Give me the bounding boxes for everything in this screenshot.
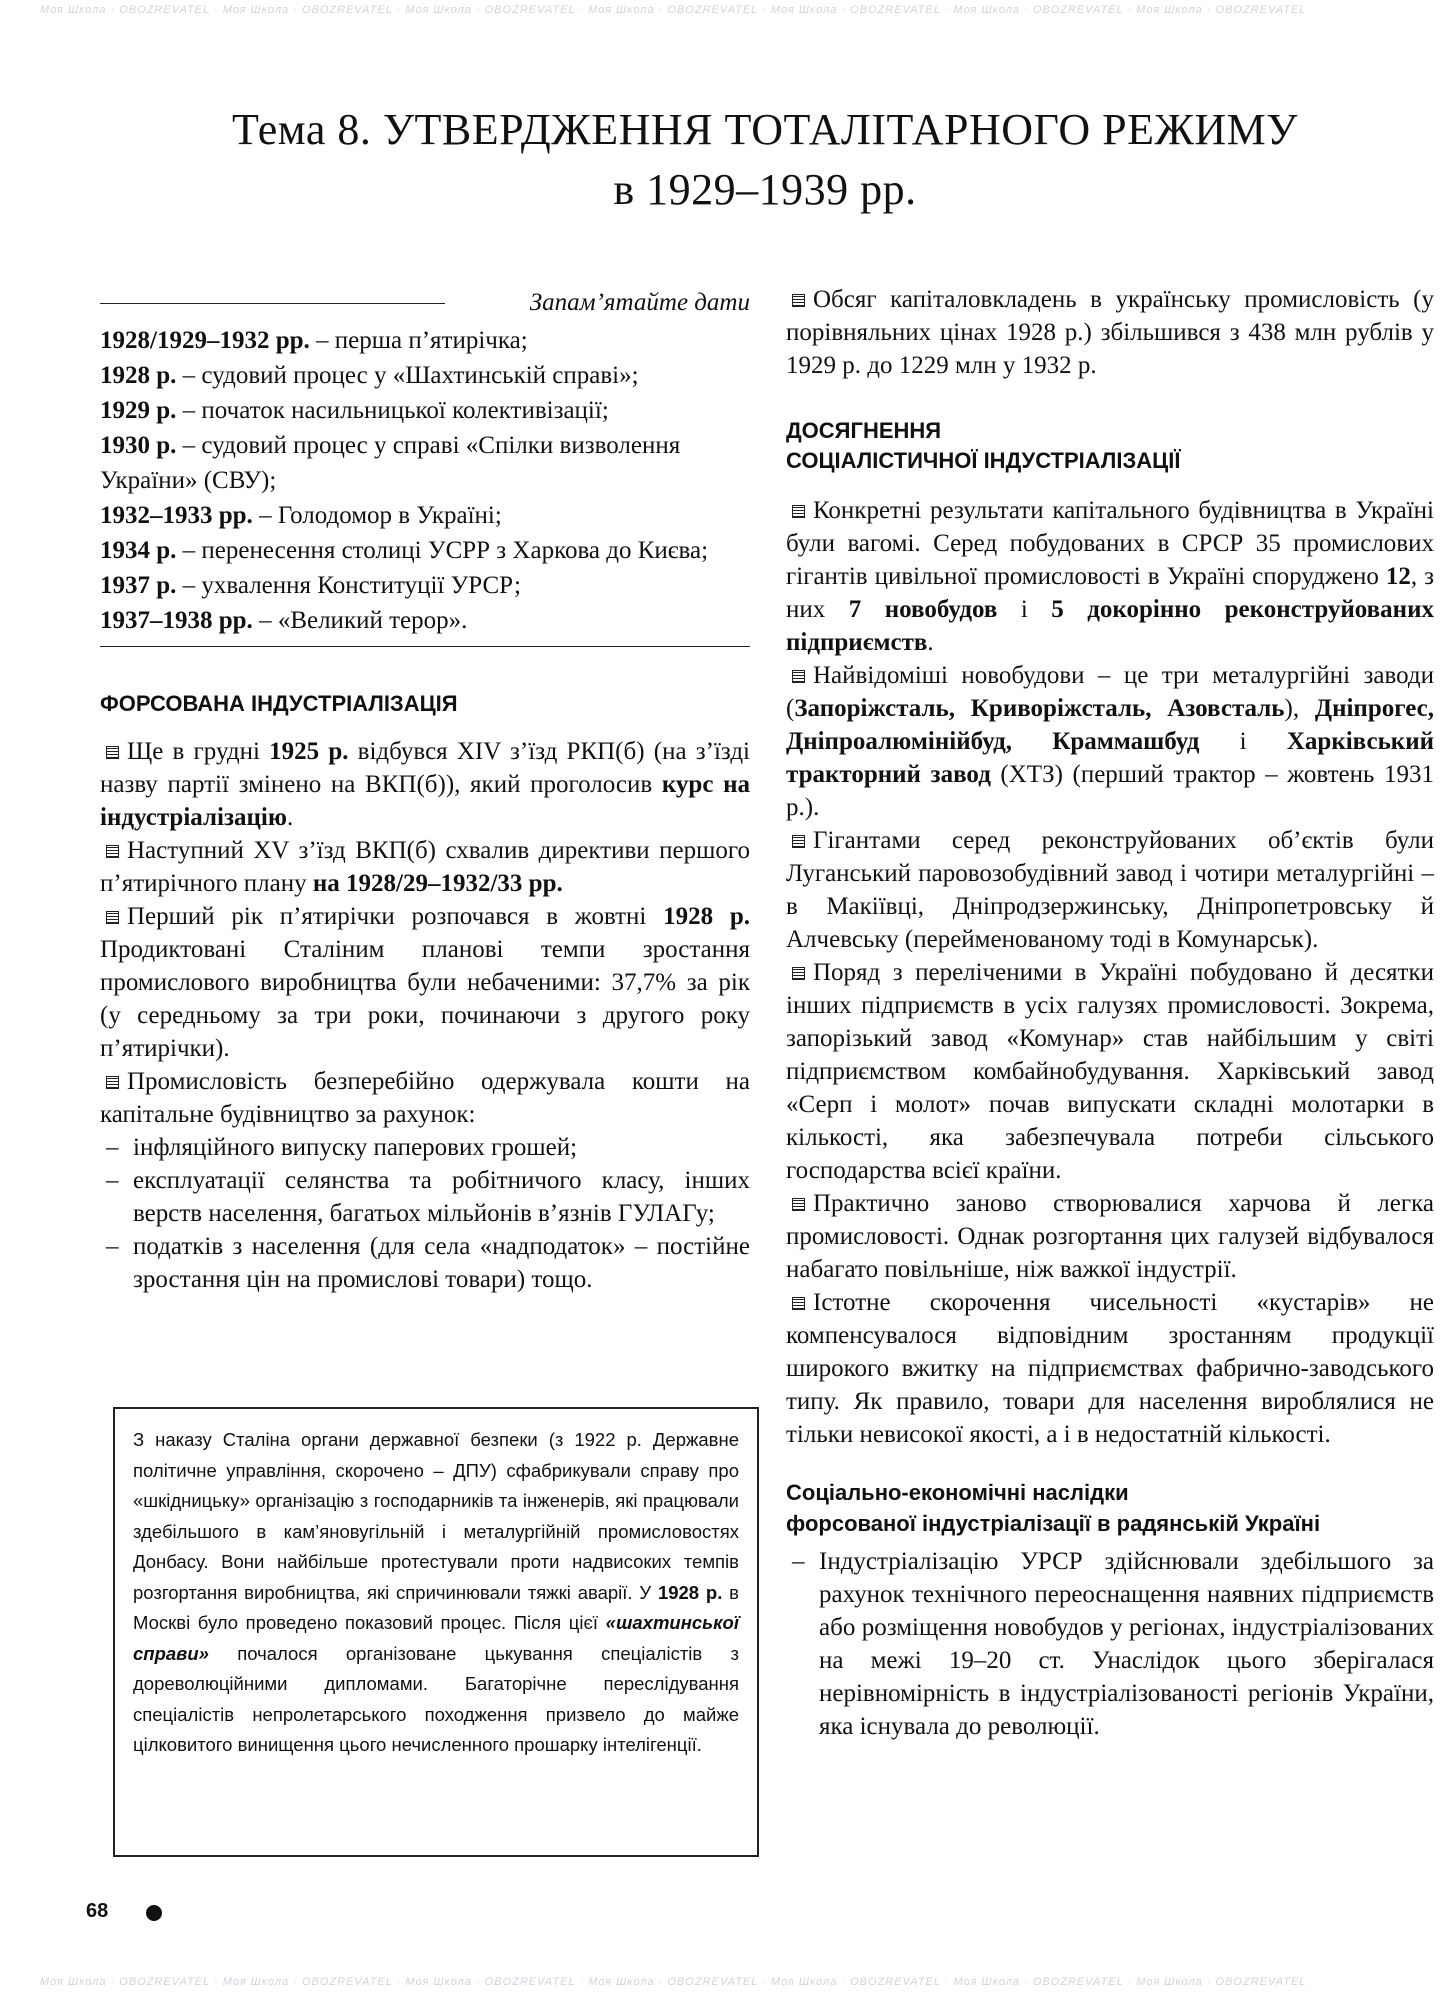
shakhty-case-box — [113, 1407, 759, 1857]
achievements-heading: ДОСЯГНЕННЯ СОЦІАЛІСТИЧНОЇ ІНДУСТРІАЛІЗАЦІЇ — [786, 418, 1181, 473]
list-item: – інфляційного випуску паперових грошей; — [100, 1131, 750, 1164]
date-item: 1929 р. – початок насильницької колективізації; — [100, 397, 609, 424]
date-item: 1932–1933 рр. – Голодомор в Україні; — [100, 502, 502, 529]
box-text: З наказу Сталіна органи державної безпеки (з 1922 р. Державне політичне управління, скорочено – ДПУ) сфабрикували справу про «шкідницьку» організацію з господарників та інженерів, які працювали здебільшого в кам’яновугільній і металургійній промисловостях Донбасу. Вони найбільше протестували проти надвисоких темпів розгортання виробництва, які спричинювали тяжкі аварії. У 1928 р. в Москві було проведено показовий процес. Після цієї «шахтинської справи» почалося організоване цькування спеціалістів з дореволюційними дипломами. Багаторічне переслідування спеціалістів непролетарського походження призвело до майже цілковитого винищення цього нечисленного прошарку інтелігенції. — [133, 1429, 739, 1755]
list-bullet-icon — [106, 1076, 119, 1089]
dates-header — [100, 283, 750, 323]
paragraph: Ще в грудні 1925 р. відбувся XIV з’їзд РКП(б) (на з’їзді назву партії змінено на ВКП(б)), який проголосив курс на індустріалізацію. — [100, 738, 750, 831]
page-dot-icon — [146, 1905, 162, 1921]
list-item: – Індустріалізацію УРСР здійснювали здебільшого за рахунок технічного переоснащення наявних підприємств або розміщення новобудов у регіонах, індустріалізованих на межі 19–20 ст. Унаслідок цього зберігалася нерівномірність в індустріалізованості регіонів України, яка існувала до революції. — [786, 1545, 1434, 1743]
title-line-2: в 1929–1939 рр. — [613, 165, 917, 214]
list-bullet-icon — [792, 670, 805, 683]
date-item: 1937 р. – ухвалення Конституції УРСР; — [100, 572, 521, 599]
left-column — [100, 283, 750, 1296]
watermark-top: Моя Школа · OBOZREVATEL · Моя Школа · OBOZREVATEL · Моя Школа · OBOZREVATEL · Моя Школа · OBOZREVATEL · Моя Школа · OBOZREVATEL · Моя Школа · OBOZREVATEL · Моя Школа · OBOZREVATEL — [40, 4, 1307, 16]
page-number: 68 — [86, 1900, 109, 1922]
paragraph: Перший рік п’ятирічки розпочався в жовтні 1928 р. Продиктовані Сталіним планові темпи зростання промислового виробництва були небаченими: 37,7% за рік (у середньому за три роки, починаючи з другого року п’ятирічки). — [100, 903, 751, 1062]
paragraph: Промисловість безперебійно одержувала кошти на капітальне будівництво за рахунок: — [100, 1068, 750, 1128]
date-item: 1928/1929–1932 рр. – перша п’ятирічка; — [100, 327, 528, 354]
paragraph: Істотне скорочення чисельності «кустарів» не компенсувалося відповідним зростанням продукції широкого вжитку на підприємствах фабрично-заводського типу. Як правило, товари для населення вироблялися не тільки невисокої якості, а і в недостатній кількості. — [786, 1289, 1434, 1448]
date-item: 1928 р. – судовий процес у «Шахтинській справі»; — [100, 362, 639, 389]
paragraph: Найвідоміші новобудови – це три металургійні заводи (Запоріжсталь, Криворіжсталь, Азовсталь), Дніпрогес, Дніпроалюмінійбуд, Краммашбуд і Харківський тракторний завод (ХТЗ) (перший трактор – жовтень 1931 р.). — [786, 662, 1435, 821]
consequences-heading: Соціально-економічні наслідки форсованої індустріалізації в радянській Україні — [786, 1480, 1321, 1536]
paragraph: Наступний XV з’їзд ВКП(б) схвалив директиви першого п’ятирічного плану на 1928/29–1932/33 рр. — [100, 837, 750, 897]
list-item: – податків з населення (для села «надподаток» – постійне зростання цін на промислові товари) тощо. — [100, 1230, 750, 1296]
paragraph: Поряд з переліченими в Україні побудовано й десятки інших підприємств в усіх галузях промисловості. Зокрема, запорізький завод «Комунар» став найбільшим у світі підприємством комбайнобудування. Харківський завод «Серп і молот» почав випускати складні молотарки в кількості, яка забезпечувала потреби сільського господарства всієї країни. — [786, 959, 1434, 1184]
list-bullet-icon — [792, 1198, 805, 1211]
date-item: 1930 р. – судовий процес у справі «Спілки визволення України» (СВУ); — [100, 432, 681, 494]
paragraph: Практично заново створювалися харчова й легка промисловості. Однак розгортання цих галузей відбувалося набагато повільніше, ніж важкої індустрії. — [786, 1190, 1434, 1283]
watermark-bottom: Моя Школа · OBOZREVATEL · Моя Школа · OBOZREVATEL · Моя Школа · OBOZREVATEL · Моя Школа · OBOZREVATEL · Моя Школа · OBOZREVATEL · Моя Школа · OBOZREVATEL · Моя Школа · OBOZREVATEL — [40, 1976, 1307, 1988]
list-bullet-icon — [106, 845, 119, 858]
list-bullet-icon — [106, 911, 119, 924]
list-bullet-icon — [792, 967, 805, 980]
page-title — [100, 100, 1430, 220]
date-item: 1937–1938 рр. – «Великий терор». — [100, 607, 468, 634]
paragraph: Обсяг капіталовкладень в українську промисловість (у порівняльних цінах 1928 р.) збільшився з 438 млн рублів у 1929 р. до 1229 млн у 1932 р. — [786, 286, 1434, 379]
list-bullet-icon — [792, 835, 805, 848]
list-bullet-icon — [792, 1297, 805, 1310]
title-line-1: Тема 8. УТВЕРДЖЕННЯ ТОТАЛІТАРНОГО РЕЖИМУ — [232, 105, 1298, 154]
list-bullet-icon — [792, 505, 805, 518]
list-item: – експлуатації селянства та робітничого класу, інших верств населення, багатьох мільйонів в’язнів ГУЛАГу; — [100, 1164, 750, 1230]
list-bullet-icon — [792, 294, 805, 307]
paragraph: Гігантами серед реконструйованих об’єктів були Луганський паровозобудівний завод і чотири металургійні – в Макіївці, Дніпродзержинську, Дніпропетровську й Алчевську (перейменованому тоді в Комунарськ). — [786, 827, 1434, 953]
consequences-list — [786, 1545, 1434, 1743]
dates-rule — [100, 303, 445, 304]
paragraph: Конкретні результати капітального будівництва в Україні були вагомі. Серед побудованих в СРСР 35 промислових гігантів цивільної промисловості в Україні споруджено 12, з них 7 новобудов і 5 докорінно реконструйованих підприємств. — [786, 497, 1434, 656]
forced-industrialization-heading: ФОРСОВАНА ІНДУСТРІАЛІЗАЦІЯ — [100, 691, 458, 716]
date-item: 1934 р. – перенесення столиці УСРР з Харкова до Києва; — [100, 537, 709, 564]
list-bullet-icon — [106, 746, 119, 759]
dates-list — [100, 323, 750, 638]
funding-sources-list — [100, 1131, 750, 1296]
right-column — [786, 283, 1434, 1743]
dates-header-label: Запам’ятайте дати — [529, 289, 750, 316]
